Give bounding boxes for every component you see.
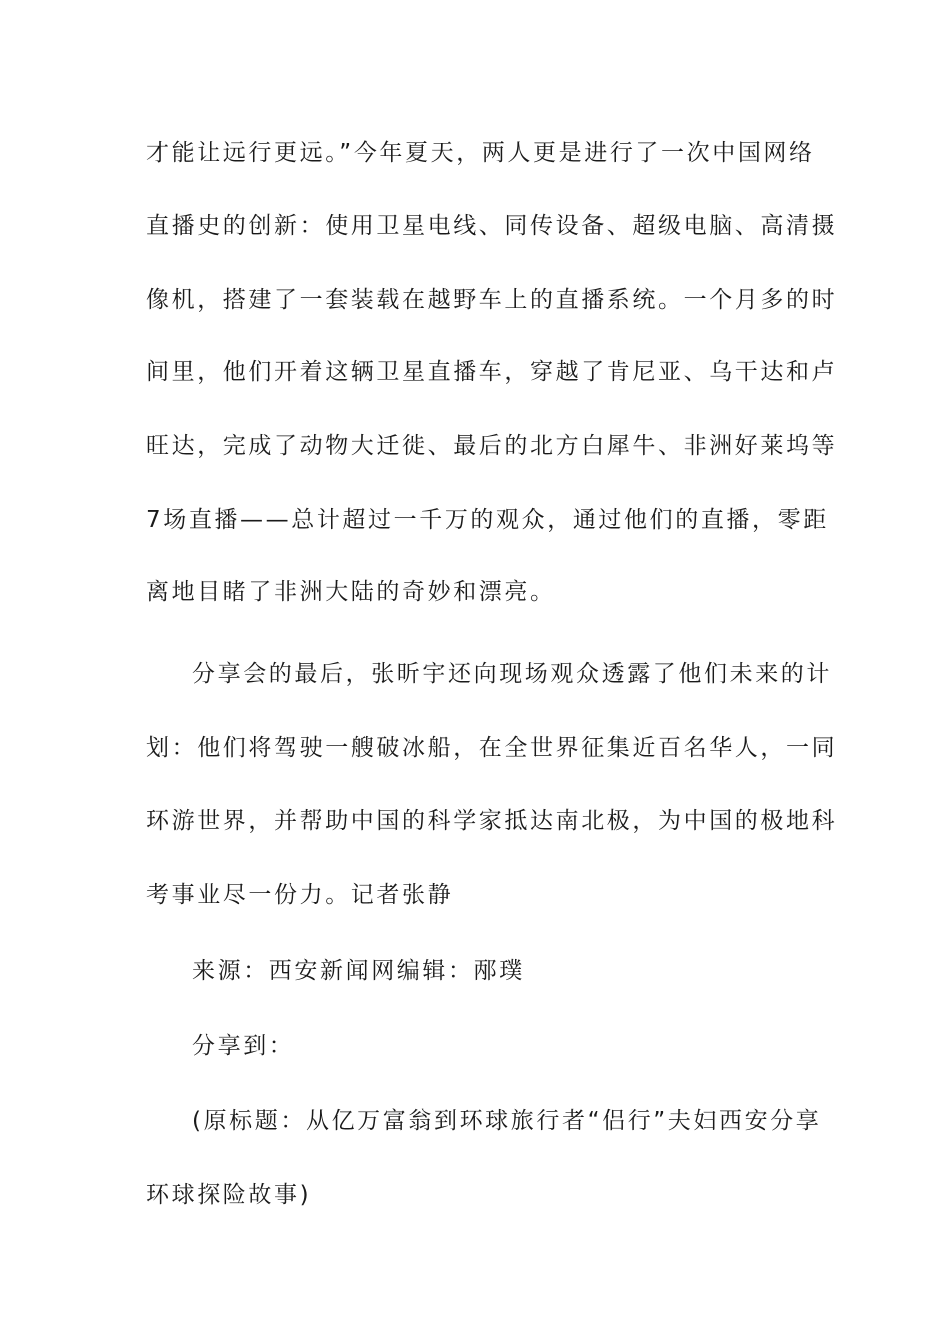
- paragraph-line: 旺达，完成了动物大迁徙、最后的北方白犀牛、非洲好莱坞等: [146, 433, 838, 459]
- paragraph-line: 7场直播——总计超过一千万的观众，通过他们的直播，零距: [146, 507, 829, 533]
- paragraph-line: 分享会的最后，张昕宇还向现场观众透露了他们未来的计: [192, 661, 832, 687]
- paragraph-line: 像机，搭建了一套装载在越野车上的直播系统。一个月多的时: [146, 287, 838, 313]
- original-title-line: (原标题：从亿万富翁到环球旅行者“侣行”夫妇西安分享: [192, 1108, 822, 1134]
- paragraph-line: 间里，他们开着这辆卫星直播车，穿越了肯尼亚、乌干达和卢: [146, 359, 838, 385]
- paragraph-line: 才能让远行更远。”今年夏天，两人更是进行了一次中国网络: [146, 140, 815, 166]
- paragraph-line: 考事业尽一份力。记者张静: [146, 882, 454, 908]
- share-line: 分享到：: [192, 1033, 295, 1059]
- paragraph-line: 离地目睹了非洲大陆的奇妙和漂亮。: [146, 579, 556, 605]
- paragraph-line: 划：他们将驾驶一艘破冰船，在全世界征集近百名华人，一同: [146, 735, 838, 761]
- source-line: 来源：西安新闻网编辑：邴璞: [192, 958, 525, 984]
- original-title-line: 环球探险故事): [146, 1182, 312, 1208]
- paragraph-line: 直播史的创新：使用卫星电线、同传设备、超级电脑、高清摄: [146, 213, 838, 239]
- paragraph-line: 环游世界，并帮助中国的科学家抵达南北极，为中国的极地科: [146, 808, 838, 834]
